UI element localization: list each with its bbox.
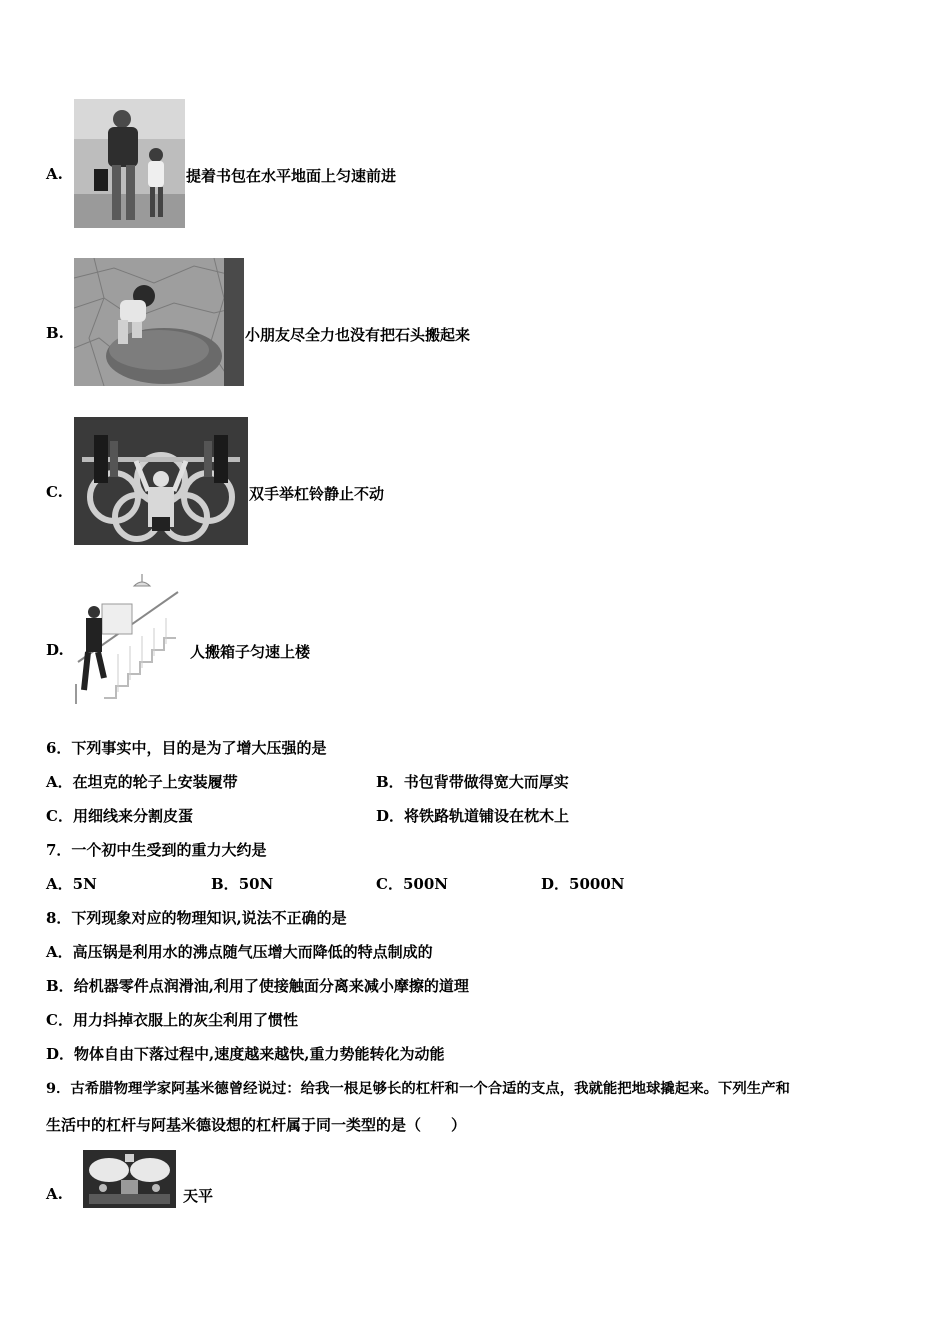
option-letter: B.: [46, 324, 64, 342]
option-letter: D．: [46, 1045, 75, 1063]
option-letter: B．: [211, 875, 239, 893]
option-c: [46, 1009, 298, 1030]
option-letter: B．: [46, 977, 74, 995]
child-pushing-stone-photo: [74, 258, 244, 386]
option-text: 在坦克的轮子上安装履带: [72, 773, 238, 791]
option-letter: C.: [46, 483, 63, 501]
option-text: 用力抖掉衣服上的灰尘利用了惯性: [72, 1011, 298, 1029]
option-c: [376, 873, 448, 894]
option-text: 人搬箱子匀速上楼: [190, 643, 311, 661]
option-letter: A．: [46, 773, 73, 791]
option-text: 天平: [183, 1187, 214, 1205]
option-d: [376, 805, 569, 826]
balance-scale-photo: [83, 1150, 176, 1208]
option-d: [46, 1043, 444, 1064]
option-letter: A．: [46, 875, 73, 893]
question-stem: 8．下列现象对应的物理知识,说法不正确的是: [46, 909, 347, 927]
option-text: 给机器零件点润滑油,利用了使接触面分离来减小摩擦的道理: [73, 977, 469, 995]
option-text: 50N: [238, 875, 274, 893]
option-letter: D．: [376, 807, 405, 825]
option-a: [46, 873, 97, 894]
option-text: 500N: [402, 875, 448, 893]
option-text: 将铁路轨道铺设在枕木上: [404, 807, 570, 825]
father-child-walking-photo: [74, 99, 185, 228]
person-carrying-box-upstairs-drawing: [74, 574, 184, 704]
option-text: 物体自由下落过程中,速度越来越快,重力势能转化为动能: [74, 1045, 445, 1063]
option-letter: C．: [46, 1011, 73, 1029]
option-text: 双手举杠铃静止不动: [249, 485, 385, 503]
option-c: [46, 805, 193, 826]
option-text: 5000N: [569, 875, 625, 893]
question-stem: 7．一个初中生受到的重力大约是: [46, 841, 267, 859]
question-stem-line-2: 生活中的杠杆与阿基米德设想的杠杆属于同一类型的是（ ）: [46, 1116, 467, 1134]
option-letter: A.: [46, 1185, 63, 1203]
option-b: [46, 975, 469, 996]
option-text: 5N: [72, 875, 97, 893]
option-text: 高压锅是利用水的沸点随气压增大而降低的特点制成的: [72, 943, 433, 961]
option-text: 提着书包在水平地面上匀速前进: [186, 167, 397, 185]
option-letter: B．: [376, 773, 404, 791]
option-b: [376, 771, 569, 792]
option-b: [211, 873, 273, 894]
option-a: [46, 771, 238, 792]
option-letter: C．: [376, 875, 403, 893]
option-letter: C．: [46, 807, 73, 825]
option-letter: A.: [46, 165, 63, 183]
option-a: [46, 941, 433, 962]
option-letter: A．: [46, 943, 73, 961]
question-stem: 6．下列事实中，目的是为了增大压强的是: [46, 739, 327, 757]
option-text: 书包背带做得宽大而厚实: [403, 773, 569, 791]
option-d: [541, 873, 624, 894]
weightlifter-photo: [74, 417, 248, 545]
option-letter: D.: [46, 641, 64, 659]
option-text: 用细线来分割皮蛋: [72, 807, 193, 825]
question-stem-line-1: 9．古希腊物理学家阿基米德曾经说过：给我一根足够长的杠杆和一个合适的支点，我就能把地球撬起来。下列生产和: [46, 1080, 790, 1097]
option-text: 小朋友尽全力也没有把石头搬起来: [245, 326, 471, 344]
option-letter: D．: [541, 875, 570, 893]
